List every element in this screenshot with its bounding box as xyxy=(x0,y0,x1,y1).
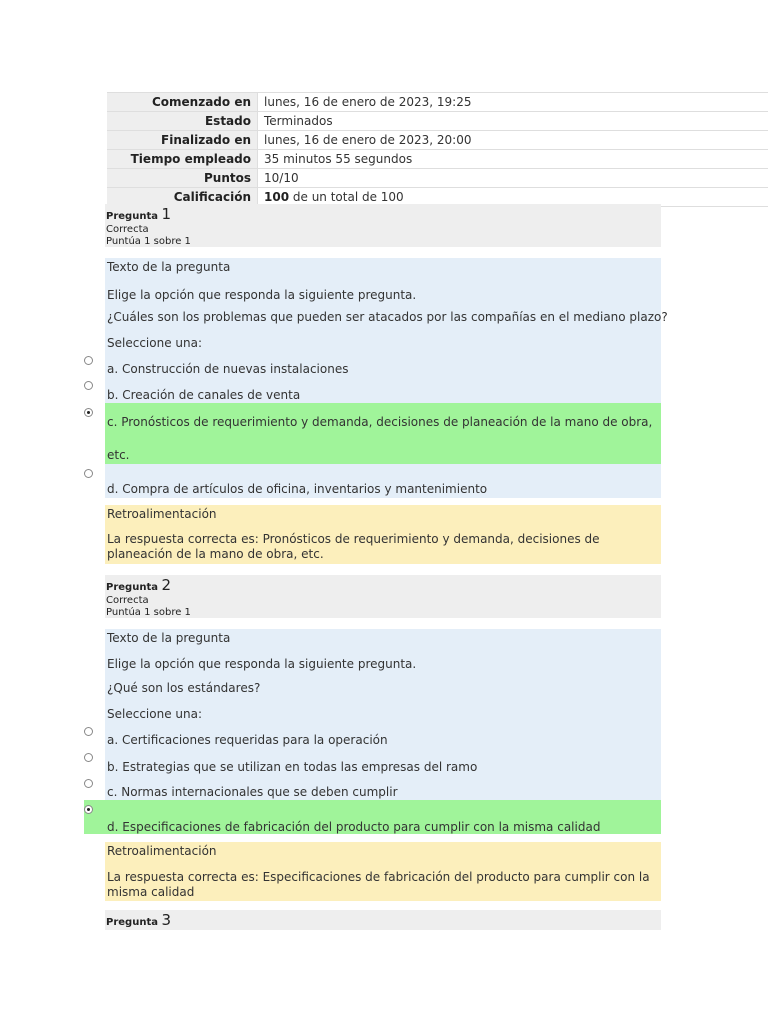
feedback-title: Retroalimentación xyxy=(107,507,217,521)
answer-option-c[interactable]: c. Pronósticos de requerimiento y demanda, decisiones de planeación de la mano de obra, xyxy=(107,415,653,429)
question-state: Correcta xyxy=(106,224,149,235)
radio-option-c[interactable] xyxy=(84,779,93,788)
summary-row-finished xyxy=(107,131,768,150)
summary-value: 35 minutos 55 segundos xyxy=(258,150,768,169)
answer-option-a[interactable]: a. Construcción de nuevas instalaciones xyxy=(107,362,349,376)
feedback-text: La respuesta correcta es: Especificaciones de fabricación del producto para cumplir con la misma calidad xyxy=(107,870,650,899)
summary-label: Estado xyxy=(107,112,258,131)
question-2-info xyxy=(105,575,661,618)
summary-value: Terminados xyxy=(258,112,768,131)
summary-value: lunes, 16 de enero de 2023, 19:25 xyxy=(258,93,768,112)
radio-option-b[interactable] xyxy=(84,753,93,762)
summary-label: Finalizado en xyxy=(107,131,258,150)
question-prompt: ¿Qué son los estándares? xyxy=(107,681,261,695)
select-one-label: Seleccione una: xyxy=(107,336,202,350)
radio-option-a[interactable] xyxy=(84,727,93,736)
answer-option-c-continued[interactable]: etc. xyxy=(107,448,130,462)
question-number: Pregunta 1 xyxy=(106,205,171,223)
question-state: Correcta xyxy=(106,595,149,606)
radio-option-c-selected[interactable] xyxy=(84,408,93,417)
question-number: Pregunta 2 xyxy=(106,576,171,594)
radio-option-d-selected[interactable] xyxy=(84,805,93,814)
correct-answer-highlight xyxy=(105,403,661,464)
select-one-label: Seleccione una: xyxy=(107,707,202,721)
question-1-info xyxy=(105,204,661,247)
radio-option-a[interactable] xyxy=(84,356,93,365)
summary-row-started xyxy=(107,93,768,112)
summary-row-points xyxy=(107,169,768,188)
question-instruction: Elige la opción que responda la siguiente pregunta. xyxy=(107,657,417,671)
question-number: Pregunta 3 xyxy=(106,911,171,929)
summary-label: Calificación xyxy=(107,188,258,207)
question-instruction: Elige la opción que responda la siguiente pregunta. xyxy=(107,288,417,302)
feedback-title: Retroalimentación xyxy=(107,844,217,858)
summary-label: Tiempo empleado xyxy=(107,150,258,169)
question-2-feedback xyxy=(105,842,661,901)
grade-total: de un total de 100 xyxy=(289,190,404,204)
answer-option-a[interactable]: a. Certificaciones requeridas para la operación xyxy=(107,733,388,747)
radio-option-d[interactable] xyxy=(84,469,93,478)
question-text-label: Texto de la pregunta xyxy=(107,631,231,645)
question-2-body xyxy=(105,629,661,801)
radio-option-b[interactable] xyxy=(84,381,93,390)
attempt-summary-table xyxy=(107,92,768,207)
feedback-text: La respuesta correcta es: Pronósticos de requerimiento y demanda, decisiones de planeación de la mano de obra, etc. xyxy=(107,532,600,561)
question-3-info xyxy=(105,910,661,930)
summary-label: Comenzado en xyxy=(107,93,258,112)
answer-option-b[interactable]: b. Estrategias que se utilizan en todas las empresas del ramo xyxy=(107,760,478,774)
question-grade: Puntúa 1 sobre 1 xyxy=(106,236,191,247)
summary-row-time xyxy=(107,150,768,169)
question-grade: Puntúa 1 sobre 1 xyxy=(106,607,191,618)
answer-option-b[interactable]: b. Creación de canales de venta xyxy=(107,388,301,402)
question-1-feedback xyxy=(105,505,661,564)
summary-value: lunes, 16 de enero de 2023, 20:00 xyxy=(258,131,768,150)
question-prompt: ¿Cuáles son los problemas que pueden ser atacados por las compañías en el mediano plazo? xyxy=(107,310,668,324)
question-text-label: Texto de la pregunta xyxy=(107,260,231,274)
answer-option-c[interactable]: c. Normas internacionales que se deben cumplir xyxy=(107,785,398,799)
answer-option-d[interactable]: d. Compra de artículos de oficina, inventarios y mantenimiento xyxy=(107,482,488,496)
summary-label: Puntos xyxy=(107,169,258,188)
answer-option-d[interactable]: d. Especificaciones de fabricación del producto para cumplir con la misma calidad xyxy=(107,820,601,834)
grade-value: 100 xyxy=(264,190,290,204)
summary-row-state xyxy=(107,112,768,131)
summary-value: 10/10 xyxy=(258,169,768,188)
